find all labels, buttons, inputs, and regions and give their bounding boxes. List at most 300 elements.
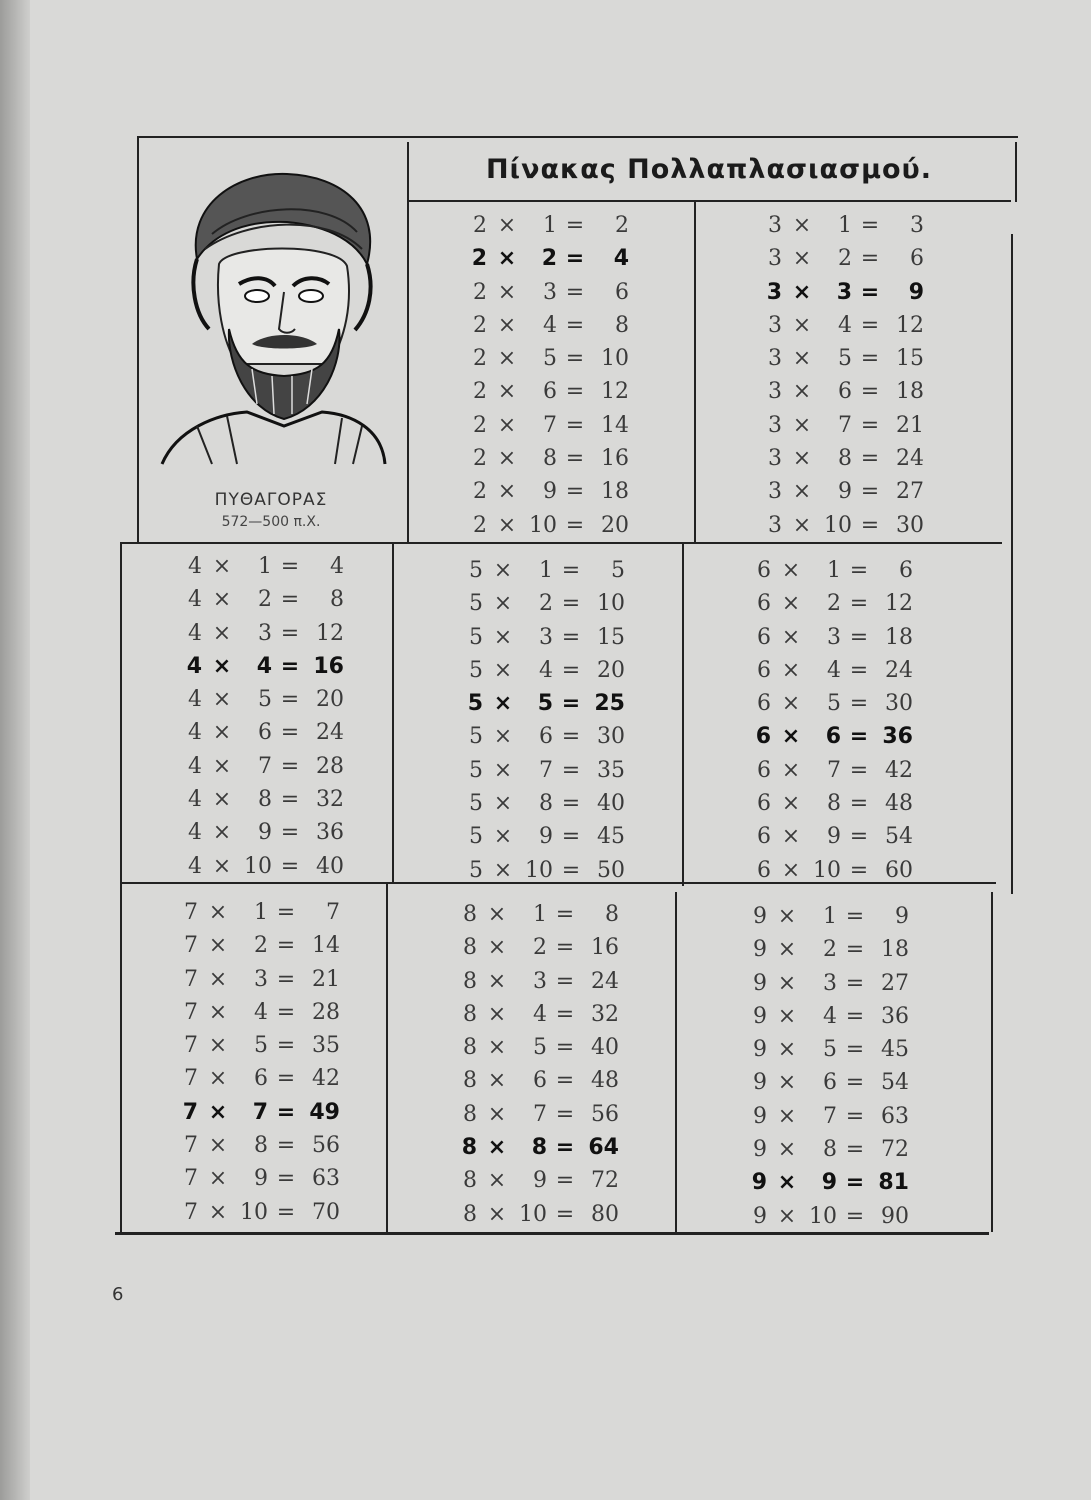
equation-row (760, 309, 924, 342)
equals-sign: = (845, 1203, 865, 1229)
equals-sign: = (845, 937, 865, 963)
product: 72 (881, 1137, 909, 1163)
multiplicand: 6 (755, 724, 771, 750)
multiplier: 9 (254, 1166, 268, 1192)
equals-sign: = (561, 824, 581, 850)
times-sign: × (493, 591, 513, 617)
multiplier: 7 (252, 1099, 268, 1125)
product: 80 (591, 1201, 619, 1227)
equation-row (461, 654, 625, 687)
equation-row (760, 442, 924, 475)
multiplier: 6 (838, 379, 852, 405)
times-sign: × (781, 824, 801, 850)
multiplicand: 2 (473, 379, 487, 405)
equals-sign: = (565, 379, 585, 405)
equation-row (455, 998, 619, 1031)
multiplier: 4 (827, 657, 841, 683)
multiplier: 1 (838, 213, 852, 238)
multiplier: 8 (258, 787, 272, 813)
equals-sign: = (276, 1133, 296, 1159)
times-sign: × (212, 853, 232, 879)
equation-row (455, 1198, 619, 1231)
equals-sign: = (565, 446, 585, 472)
times-sign: × (781, 757, 801, 783)
equation-row (745, 900, 909, 933)
product: 9 (908, 279, 924, 305)
product: 12 (316, 620, 344, 646)
times-sign: × (792, 312, 812, 338)
title-underline (407, 200, 1011, 202)
equation-row (749, 554, 913, 587)
multiplier: 5 (543, 346, 557, 372)
multiplier: 7 (827, 757, 841, 783)
equation-row (176, 1162, 340, 1195)
times-sign: × (777, 904, 797, 929)
multiplicand: 6 (757, 591, 771, 617)
times-table-2 (465, 209, 629, 542)
equals-sign: = (565, 412, 585, 438)
multiplicand: 5 (469, 791, 483, 817)
multiplicand: 4 (188, 587, 202, 613)
column-divider-1-bottom (386, 884, 388, 1232)
multiplicand: 5 (469, 558, 483, 583)
times-sign: × (792, 446, 812, 472)
product: 18 (881, 937, 909, 963)
multiplier: 7 (543, 412, 557, 438)
equals-sign: = (555, 1135, 575, 1161)
multiplicand: 3 (768, 246, 782, 272)
equals-sign: = (280, 720, 300, 746)
equals-sign: = (849, 657, 869, 683)
equation-row (745, 1000, 909, 1033)
multiplicand: 9 (753, 904, 767, 929)
multiplier: 9 (827, 824, 841, 850)
multiplier: 2 (533, 935, 547, 961)
product: 72 (591, 1168, 619, 1194)
equals-sign: = (276, 1033, 296, 1059)
times-sign: × (781, 624, 801, 650)
multiplier: 2 (254, 933, 268, 959)
multiplicand: 2 (473, 312, 487, 338)
equals-sign: = (280, 787, 300, 813)
equals-sign: = (561, 857, 581, 883)
product: 8 (330, 587, 344, 613)
equals-sign: = (845, 904, 865, 929)
multiplicand: 9 (753, 1070, 767, 1096)
product: 45 (881, 1037, 909, 1063)
times-sign: × (497, 379, 517, 405)
equation-row (176, 963, 340, 996)
equation-row (749, 587, 913, 620)
multiplicand: 7 (184, 1199, 198, 1225)
times-sign: × (208, 966, 228, 992)
equals-sign: = (849, 857, 869, 883)
multiplier: 6 (823, 1070, 837, 1096)
product: 63 (881, 1103, 909, 1129)
times-sign: × (493, 757, 513, 783)
equals-sign: = (860, 346, 880, 372)
multiplier: 5 (254, 1033, 268, 1059)
multiplier: 8 (823, 1137, 837, 1163)
multiplier: 10 (244, 853, 272, 879)
times-sign: × (212, 620, 232, 646)
multiplier: 5 (823, 1037, 837, 1063)
equals-sign: = (280, 620, 300, 646)
product: 6 (910, 246, 924, 272)
times-sign: × (487, 1068, 507, 1094)
multiplicand: 6 (757, 857, 771, 883)
product: 42 (312, 1066, 340, 1092)
times-sign: × (497, 279, 517, 305)
times-sign: × (208, 999, 228, 1025)
column-divider-1-middle (392, 542, 394, 884)
product: 4 (330, 554, 344, 579)
multiplicand: 3 (768, 379, 782, 405)
equals-sign: = (280, 687, 300, 713)
multiplicand: 2 (471, 246, 487, 272)
multiplier: 6 (543, 379, 557, 405)
equals-sign: = (565, 213, 585, 238)
product: 21 (896, 412, 924, 438)
multiplicand: 4 (188, 787, 202, 813)
equation-row (760, 375, 924, 408)
product: 54 (881, 1070, 909, 1096)
equals-sign: = (276, 999, 296, 1025)
product: 90 (881, 1203, 909, 1229)
product: 27 (896, 479, 924, 505)
product: 6 (899, 558, 913, 583)
equals-sign: = (860, 312, 880, 338)
equation-row (745, 1100, 909, 1133)
multiplier: 8 (539, 791, 553, 817)
multiplier: 6 (254, 1066, 268, 1092)
equation-row (745, 967, 909, 1000)
multiplicand: 5 (469, 824, 483, 850)
multiplier: 8 (838, 446, 852, 472)
times-sign: × (781, 558, 801, 583)
times-sign: × (792, 213, 812, 238)
multiplier: 6 (258, 720, 272, 746)
times-sign: × (777, 970, 797, 996)
multiplicand: 7 (184, 999, 198, 1025)
multiplier: 10 (519, 1201, 547, 1227)
product: 24 (591, 968, 619, 994)
times-sign: × (792, 346, 812, 372)
product: 18 (885, 624, 913, 650)
multiplier: 3 (543, 279, 557, 305)
equation-row (180, 716, 344, 749)
multiplier: 3 (836, 279, 852, 305)
multiplier: 5 (258, 687, 272, 713)
multiplicand: 2 (473, 213, 487, 238)
product: 14 (601, 412, 629, 438)
times-sign: × (781, 691, 801, 717)
title-right-border (1015, 142, 1017, 202)
equation-row (180, 683, 344, 716)
equation-row (180, 617, 344, 650)
times-sign: × (777, 1170, 797, 1196)
multiplier: 1 (254, 900, 268, 925)
times-sign: × (493, 791, 513, 817)
column-divider-2-middle (682, 544, 684, 886)
multiplicand: 5 (469, 757, 483, 783)
multiplier: 10 (525, 857, 553, 883)
times-sign: × (493, 558, 513, 583)
equation-row (455, 965, 619, 998)
multiplicand: 4 (188, 554, 202, 579)
equals-sign: = (849, 724, 869, 750)
equation-row (461, 854, 625, 887)
times-table-6 (749, 554, 913, 887)
times-sign: × (493, 724, 513, 750)
product: 30 (597, 724, 625, 750)
product: 15 (597, 624, 625, 650)
times-table-7 (176, 896, 340, 1229)
equals-sign: = (555, 902, 575, 927)
multiplicand: 2 (473, 512, 487, 538)
equals-sign: = (849, 824, 869, 850)
multiplicand: 6 (757, 624, 771, 650)
equals-sign: = (849, 591, 869, 617)
multiplicand: 5 (467, 691, 483, 717)
equation-row (465, 309, 629, 342)
times-sign: × (208, 1133, 228, 1159)
equals-sign: = (845, 1170, 865, 1196)
equals-sign: = (555, 1201, 575, 1227)
multiplier: 3 (539, 624, 553, 650)
right-border-upper (1011, 234, 1013, 894)
multiplier: 3 (823, 970, 837, 996)
times-sign: × (493, 624, 513, 650)
multiplicand: 8 (463, 968, 477, 994)
multiplicand: 6 (757, 657, 771, 683)
equation-row (749, 820, 913, 853)
multiplier: 10 (529, 512, 557, 538)
pythagoras-portrait-cell (137, 136, 405, 542)
equation-row (465, 375, 629, 408)
equation-row (760, 276, 924, 309)
multiplicand: 3 (768, 512, 782, 538)
times-sign: × (212, 554, 232, 579)
pythagoras-bust-icon (157, 164, 387, 484)
multiplier: 10 (240, 1199, 268, 1225)
equals-sign: = (280, 753, 300, 779)
product: 28 (312, 999, 340, 1025)
equals-sign: = (860, 246, 880, 272)
product: 36 (881, 1003, 909, 1029)
product: 60 (885, 857, 913, 883)
equals-sign: = (860, 479, 880, 505)
multiplier: 10 (824, 512, 852, 538)
multiplier: 10 (813, 857, 841, 883)
multiplier: 4 (256, 653, 272, 679)
times-sign: × (208, 933, 228, 959)
equals-sign: = (276, 900, 296, 925)
page-edge-shadow (0, 0, 30, 1500)
portrait-caption-name: ΠΥΘΑΓΟΡΑΣ (214, 490, 328, 510)
times-sign: × (487, 1001, 507, 1027)
product: 32 (591, 1001, 619, 1027)
product: 18 (896, 379, 924, 405)
equation-row (461, 587, 625, 620)
multiplier: 8 (827, 791, 841, 817)
product: 45 (597, 824, 625, 850)
equals-sign: = (849, 624, 869, 650)
times-table-8 (455, 898, 619, 1231)
equals-sign: = (860, 279, 880, 305)
times-sign: × (212, 653, 232, 679)
times-sign: × (212, 820, 232, 846)
equals-sign: = (849, 757, 869, 783)
equation-row (465, 242, 629, 275)
multiplicand: 9 (753, 937, 767, 963)
product: 27 (881, 970, 909, 996)
equation-row (465, 342, 629, 375)
multiplicand: 8 (461, 1135, 477, 1161)
equation-row (465, 509, 629, 542)
equals-sign: = (860, 446, 880, 472)
times-sign: × (487, 968, 507, 994)
product: 16 (601, 446, 629, 472)
multiplier: 2 (838, 246, 852, 272)
equals-sign: = (555, 935, 575, 961)
product: 15 (896, 346, 924, 372)
equation-row (465, 276, 629, 309)
multiplicand: 5 (469, 857, 483, 883)
equation-row (455, 931, 619, 964)
product: 56 (591, 1101, 619, 1127)
equation-row (461, 687, 625, 720)
times-sign: × (777, 1137, 797, 1163)
product: 8 (615, 312, 629, 338)
product: 35 (597, 757, 625, 783)
equation-row (455, 898, 619, 931)
multiplier: 9 (533, 1168, 547, 1194)
equation-row (745, 1133, 909, 1166)
multiplicand: 9 (751, 1170, 767, 1196)
multiplier: 6 (533, 1068, 547, 1094)
times-sign: × (777, 1203, 797, 1229)
equation-row (760, 409, 924, 442)
multiplicand: 7 (184, 900, 198, 925)
equation-row (745, 1033, 909, 1066)
multiplicand: 2 (473, 412, 487, 438)
product: 40 (591, 1035, 619, 1061)
product: 24 (316, 720, 344, 746)
equation-row (180, 550, 344, 583)
equals-sign: = (849, 791, 869, 817)
product: 48 (885, 791, 913, 817)
equals-sign: = (280, 820, 300, 846)
multiplicand: 7 (182, 1099, 198, 1125)
equals-sign: = (860, 379, 880, 405)
equation-row (465, 442, 629, 475)
multiplicand: 3 (768, 479, 782, 505)
row-divider-1 (120, 542, 1002, 544)
times-sign: × (777, 937, 797, 963)
equals-sign: = (561, 657, 581, 683)
multiplicand: 6 (757, 757, 771, 783)
product: 63 (312, 1166, 340, 1192)
equals-sign: = (860, 213, 880, 238)
times-sign: × (493, 857, 513, 883)
product: 54 (885, 824, 913, 850)
multiplicand: 3 (768, 346, 782, 372)
multiplicand: 5 (469, 624, 483, 650)
product: 49 (309, 1099, 340, 1125)
equals-sign: = (565, 312, 585, 338)
multiplicand: 7 (184, 966, 198, 992)
multiplier: 4 (838, 312, 852, 338)
equals-sign: = (276, 1166, 296, 1192)
times-sign: × (792, 279, 812, 305)
multiplicand: 2 (473, 279, 487, 305)
multiplicand: 7 (184, 933, 198, 959)
equals-sign: = (860, 412, 880, 438)
multiplicand: 8 (463, 1201, 477, 1227)
times-sign: × (497, 346, 517, 372)
multiplier: 3 (533, 968, 547, 994)
equation-row (461, 754, 625, 787)
multiplier: 6 (539, 724, 553, 750)
equals-sign: = (561, 691, 581, 717)
product: 40 (316, 853, 344, 879)
equation-row (461, 554, 625, 587)
product: 5 (611, 558, 625, 583)
product: 48 (591, 1068, 619, 1094)
equals-sign: = (276, 966, 296, 992)
equals-sign: = (845, 1037, 865, 1063)
equation-row (745, 1166, 909, 1199)
times-sign: × (487, 1101, 507, 1127)
times-sign: × (777, 1003, 797, 1029)
equals-sign: = (565, 479, 585, 505)
times-sign: × (208, 1166, 228, 1192)
multiplier: 1 (533, 902, 547, 927)
equals-sign: = (845, 1070, 865, 1096)
equals-sign: = (845, 1003, 865, 1029)
equation-row (749, 687, 913, 720)
times-sign: × (212, 720, 232, 746)
multiplicand: 9 (753, 1003, 767, 1029)
multiplier: 7 (533, 1101, 547, 1127)
multiplicand: 9 (753, 970, 767, 996)
product: 10 (601, 346, 629, 372)
product: 14 (312, 933, 340, 959)
times-sign: × (781, 724, 801, 750)
equals-sign: = (849, 558, 869, 583)
product: 64 (588, 1135, 619, 1161)
equation-row (749, 720, 913, 753)
equation-row (760, 342, 924, 375)
multiplier: 2 (258, 587, 272, 613)
times-sign: × (208, 1066, 228, 1092)
times-table-9 (745, 900, 909, 1233)
equation-row (455, 1064, 619, 1097)
equals-sign: = (276, 1099, 296, 1125)
product: 56 (312, 1133, 340, 1159)
equation-row (465, 475, 629, 508)
equation-row (465, 209, 629, 242)
multiplier: 3 (827, 624, 841, 650)
equals-sign: = (561, 558, 581, 583)
multiplier: 8 (543, 446, 557, 472)
times-sign: × (792, 512, 812, 538)
times-sign: × (212, 787, 232, 813)
times-sign: × (497, 312, 517, 338)
multiplier: 2 (827, 591, 841, 617)
product: 20 (597, 657, 625, 683)
